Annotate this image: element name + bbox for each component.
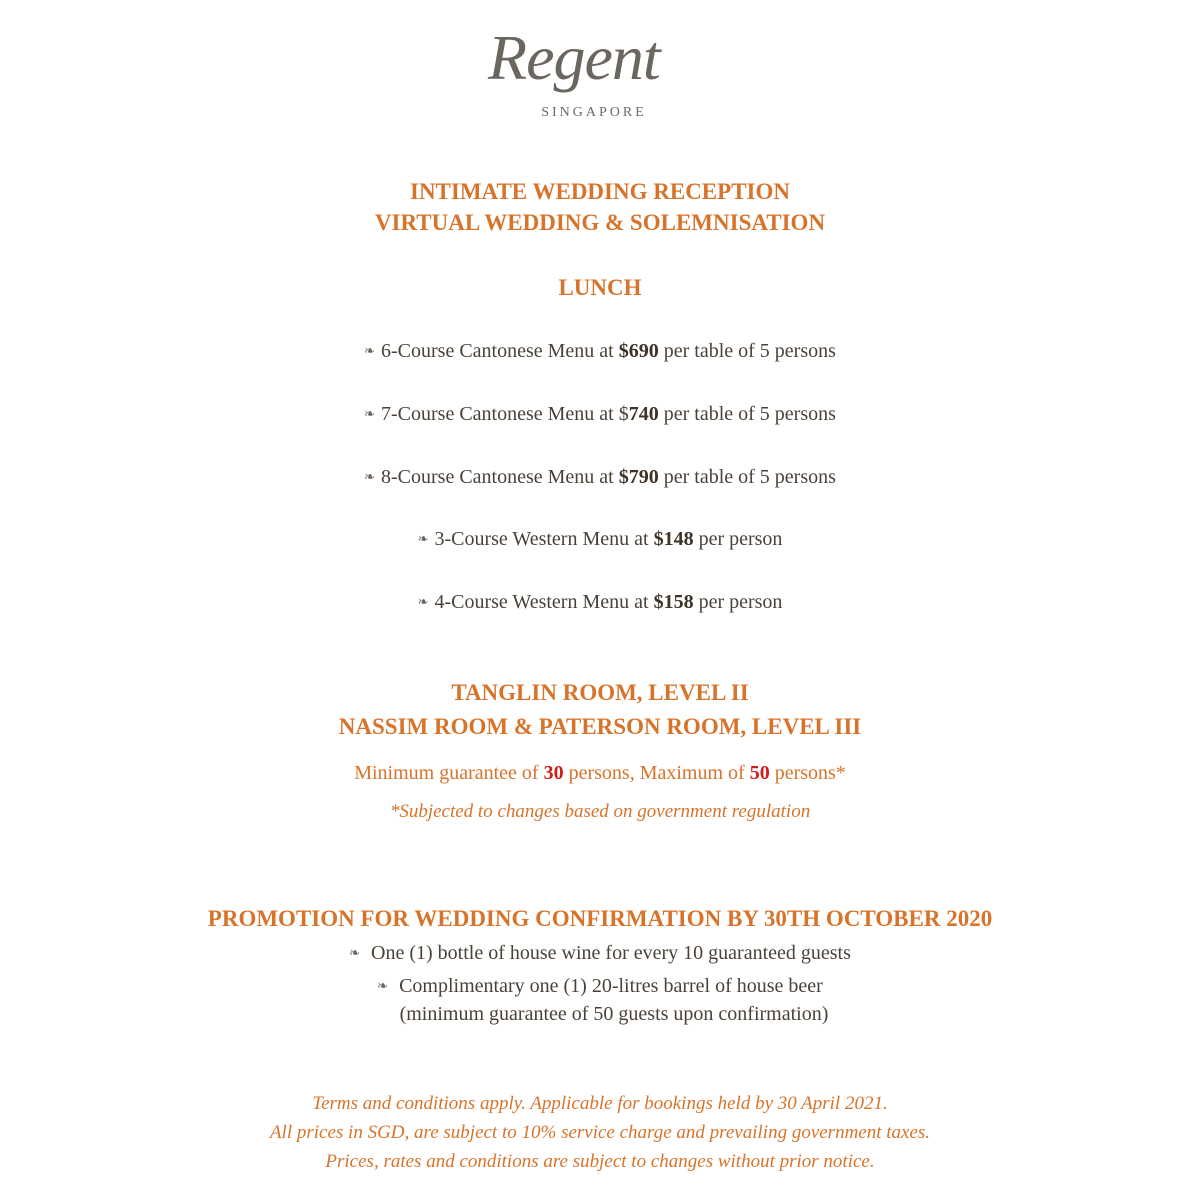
- promotion-heading: PROMOTION FOR WEDDING CONFIRMATION BY 30TH OCTOBER 2020: [207, 906, 993, 931]
- logo-location: SINGAPORE: [541, 105, 647, 120]
- ornament-bullet-icon: ❧: [349, 945, 361, 960]
- menu-price: $158: [653, 591, 694, 613]
- menu-item: ❧ 8-Course Cantonese Menu at $790 per table of 5 persons: [364, 466, 836, 488]
- footer-line-2: All prices in SGD, are subject to 10% service charge and prevailing government taxes.: [269, 1122, 931, 1143]
- menu-item: ❧ 7-Course Cantonese Menu at $740 per table of 5 persons: [364, 403, 836, 425]
- ornament-bullet-icon: ❧: [417, 594, 429, 609]
- menu-item: ❧ 3-Course Western Menu at $148 per person: [417, 528, 783, 550]
- menu-item: ❧ 6-Course Cantonese Menu at $690 per table of 5 persons: [364, 340, 836, 362]
- footer-line-1: Terms and conditions apply. Applicable for bookings held by 30 April 2021.: [312, 1093, 888, 1114]
- promotion-item: ❧ One (1) bottle of house wine for every 10 guaranteed guests: [0, 939, 1200, 969]
- guarantee-line: Minimum guarantee of 30 persons, Maximum of 50 persons*: [354, 762, 846, 784]
- promotion-item-note: (minimum guarantee of 50 guests upon confirmation): [399, 1003, 829, 1025]
- min-guests: 30: [543, 762, 564, 784]
- ornament-bullet-icon: ❧: [377, 978, 389, 993]
- menu-item: ❧ 4-Course Western Menu at $158 per person: [417, 591, 783, 613]
- title-line-2: VIRTUAL WEDDING & SOLEMNISATION: [374, 210, 826, 235]
- ornament-bullet-icon: ❧: [364, 469, 375, 484]
- ornament-bullet-icon: ❧: [417, 531, 429, 546]
- max-guests: 50: [749, 762, 770, 784]
- ornament-bullet-icon: ❧: [364, 406, 375, 421]
- venue-line-1: TANGLIN ROOM, LEVEL II: [451, 680, 749, 705]
- menu-price: $148: [653, 528, 694, 550]
- logo-wordmark: Regent: [488, 22, 660, 93]
- menu-price: $690: [618, 340, 659, 362]
- title-line-1: INTIMATE WEDDING RECEPTION: [410, 179, 790, 204]
- menu-price: 740: [628, 403, 659, 425]
- footer-line-3: Prices, rates and conditions are subject to changes without prior notice.: [325, 1151, 875, 1172]
- promotion-item: ❧ Complimentary one (1) 20-litres barrel of house beer: [0, 972, 1200, 1002]
- menu-price: $790: [618, 466, 659, 488]
- lunch-heading: LUNCH: [558, 275, 642, 300]
- venue-line-2: NASSIM ROOM & PATERSON ROOM, LEVEL III: [338, 714, 862, 739]
- guarantee-note: *Subjected to changes based on government regulation: [389, 801, 811, 822]
- ornament-bullet-icon: ❧: [364, 343, 375, 358]
